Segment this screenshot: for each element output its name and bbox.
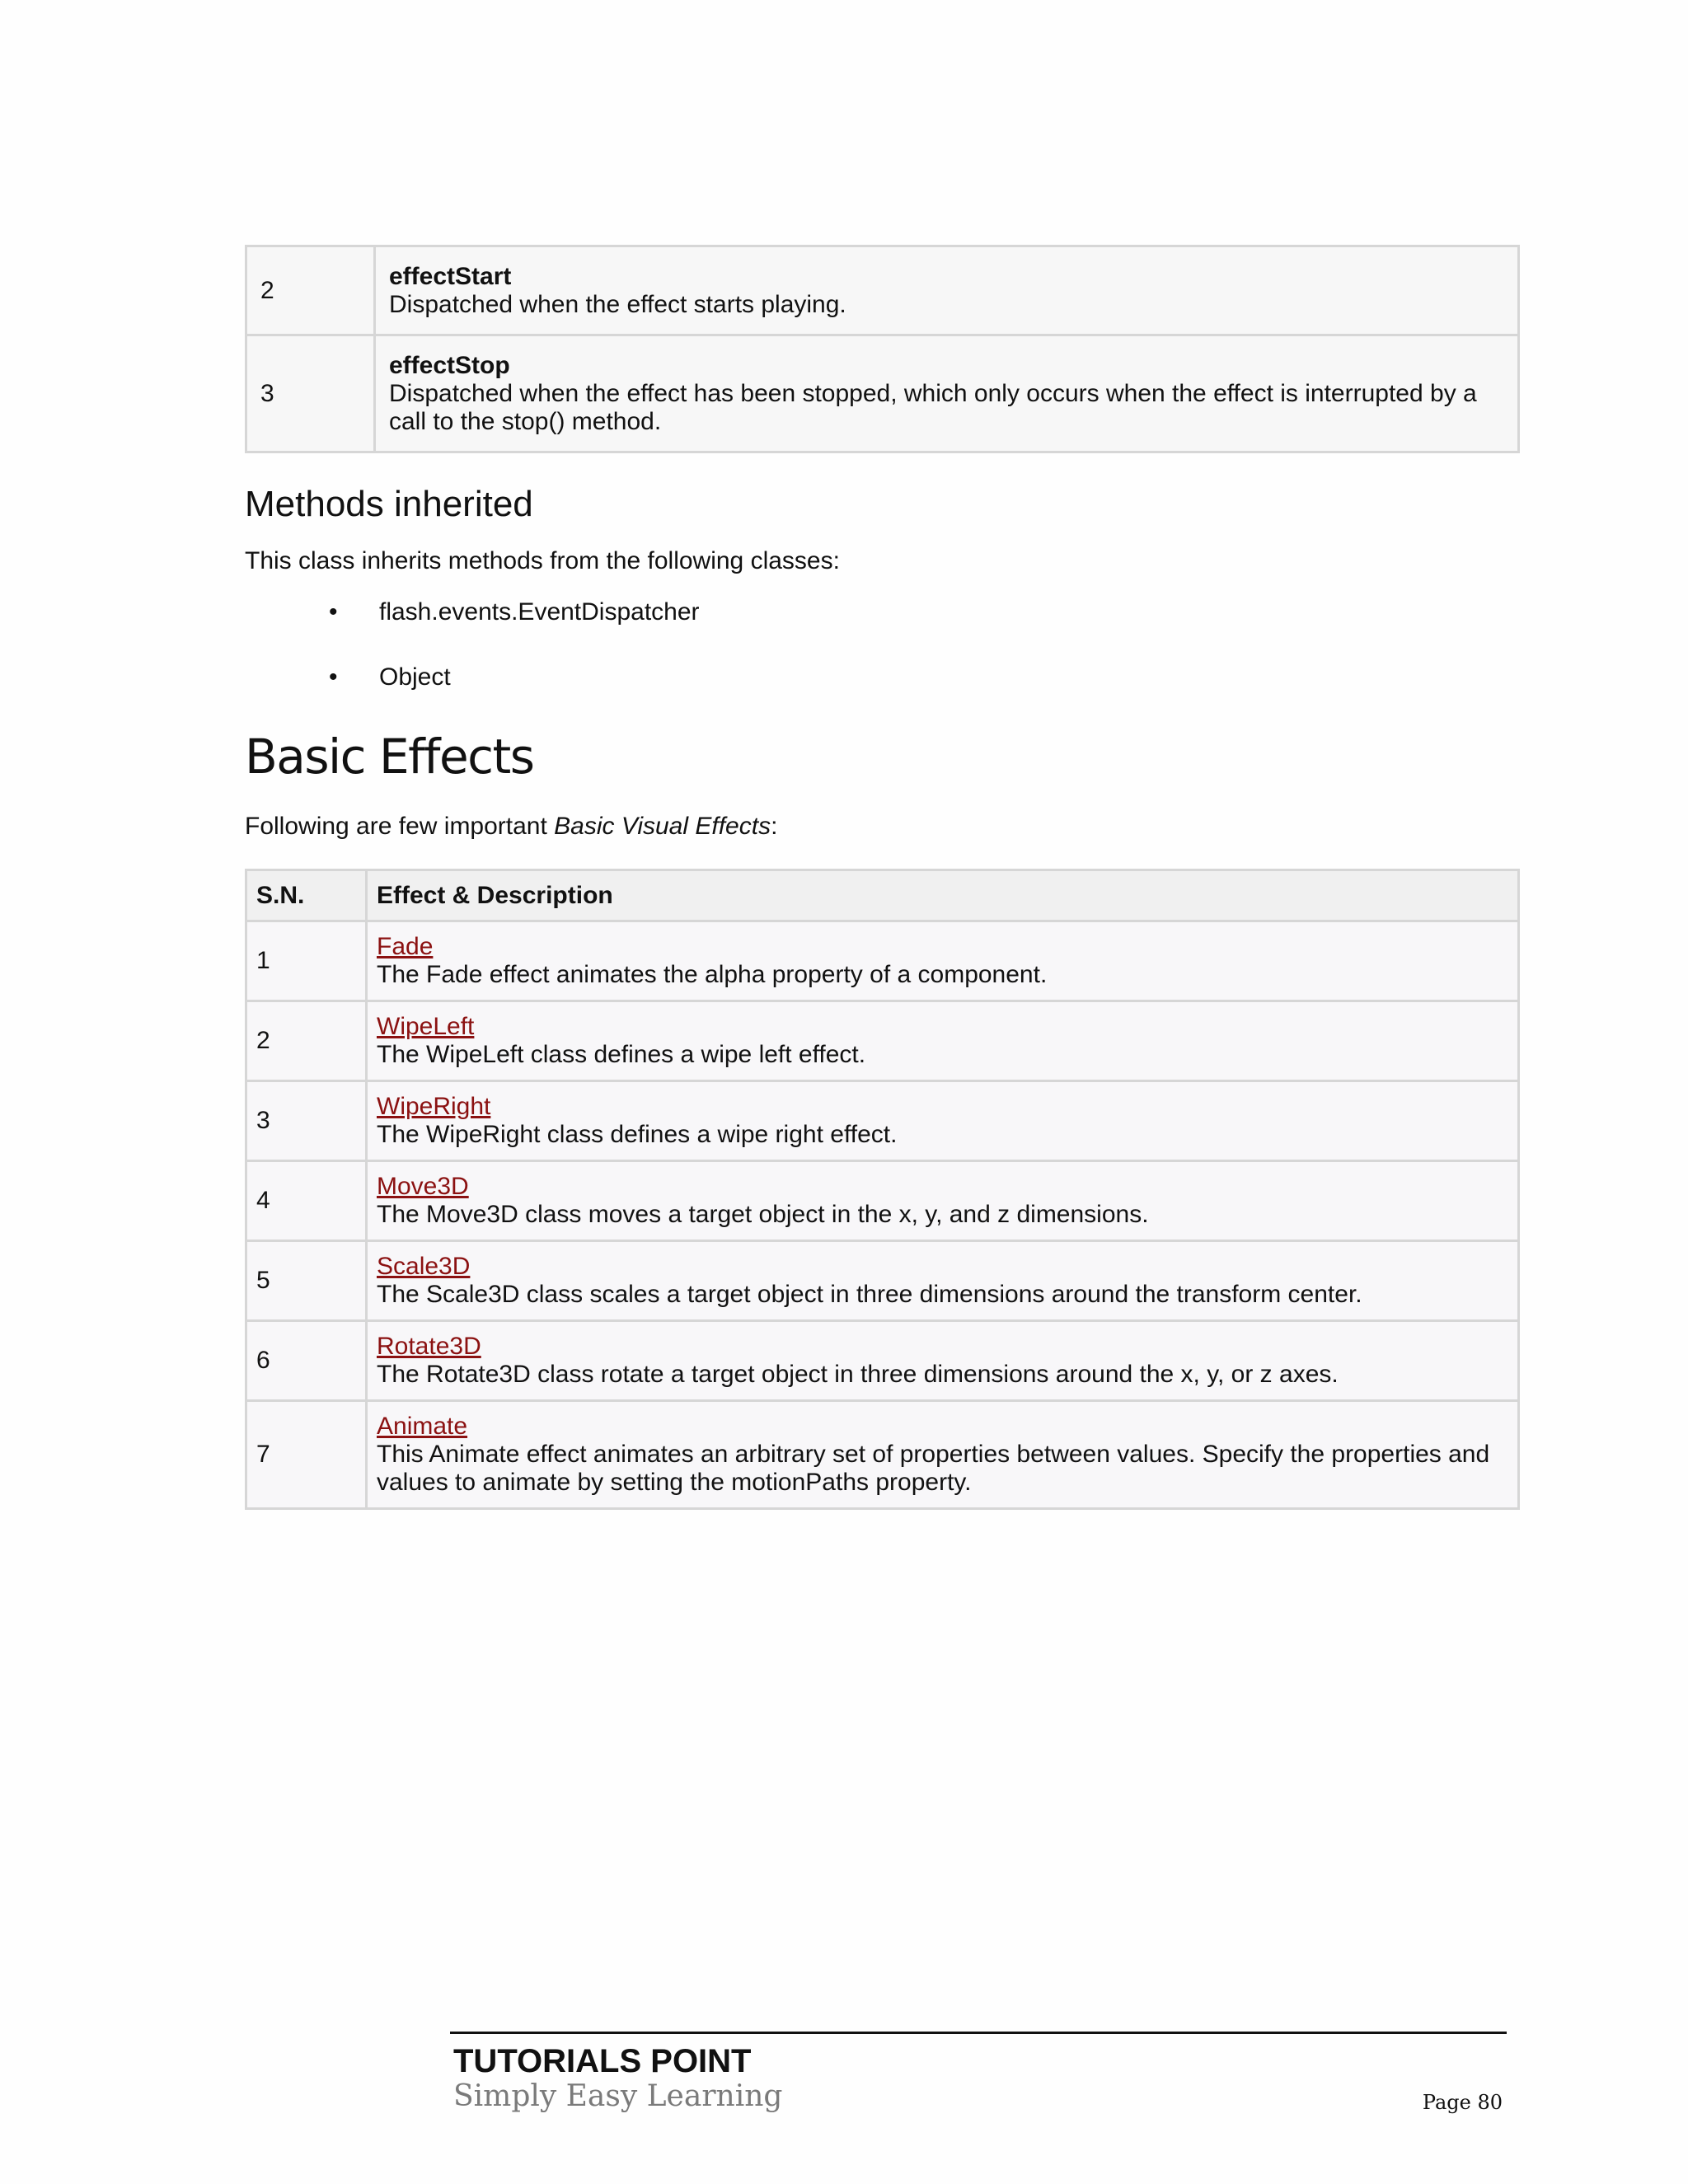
effect-link-wiperight[interactable]: WipeRight xyxy=(377,1093,491,1120)
effect-cell xyxy=(367,1241,1519,1321)
table-row xyxy=(246,246,1519,335)
event-description: Dispatched when the effect starts playing. xyxy=(389,290,846,318)
effect-cell xyxy=(367,1401,1519,1509)
effect-description: The Move3D class moves a target object in the x, y, and z dimensions. xyxy=(377,1201,1149,1228)
effect-cell xyxy=(367,1161,1519,1241)
methods-intro: This class inherits methods from the following classes: xyxy=(245,547,840,574)
effect-description: The Fade effect animates the alpha property of a component. xyxy=(377,961,1048,988)
footer-tagline: Simply Easy Learning xyxy=(453,2079,783,2113)
event-cell xyxy=(375,335,1519,452)
row-number: 4 xyxy=(246,1161,367,1241)
basic-effects-intro xyxy=(245,813,1520,841)
intro-prefix: Following are few important xyxy=(245,813,555,840)
effect-description: This Animate effect animates an arbitrary set of properties between values. Specify the properties and values to animate by setting the motionPaths property. xyxy=(377,1441,1490,1496)
footer-divider xyxy=(450,2032,1507,2034)
effect-link-fade[interactable]: Fade xyxy=(377,933,434,960)
list-item xyxy=(245,663,1520,691)
effect-cell xyxy=(367,1321,1519,1401)
table-row xyxy=(246,1081,1519,1161)
effect-link-animate[interactable]: Animate xyxy=(377,1413,468,1440)
header-sn: S.N. xyxy=(246,870,367,921)
table-row xyxy=(246,335,1519,452)
event-name: effectStart xyxy=(389,262,512,290)
event-cell xyxy=(375,246,1519,335)
inherited-class-list xyxy=(245,598,1520,691)
event-description: Dispatched when the effect has been stopped, which only occurs when the effect is interrupted by a call to the stop() method. xyxy=(389,379,1477,435)
effect-link-move3d[interactable]: Move3D xyxy=(377,1173,469,1200)
page-number: Page 80 xyxy=(1422,2091,1503,2114)
event-name: effectStop xyxy=(389,351,510,379)
table-row xyxy=(246,1161,1519,1241)
class-name: Object xyxy=(379,663,451,691)
row-number: 7 xyxy=(246,1401,367,1509)
row-number: 5 xyxy=(246,1241,367,1321)
class-name: flash.events.EventDispatcher xyxy=(379,598,700,626)
effect-description: The Rotate3D class rotate a target object in three dimensions around the x, y, or z axes. xyxy=(377,1361,1339,1388)
effect-link-rotate3d[interactable]: Rotate3D xyxy=(377,1333,481,1360)
row-number: 1 xyxy=(246,921,367,1001)
effect-link-wipeleft[interactable]: WipeLeft xyxy=(377,1013,475,1040)
table-row xyxy=(246,1321,1519,1401)
header-effect: Effect & Description xyxy=(367,870,1519,921)
table-row xyxy=(246,1001,1519,1081)
effect-cell xyxy=(367,921,1519,1001)
table-row xyxy=(246,921,1519,1001)
intro-suffix: : xyxy=(771,813,778,840)
effect-cell xyxy=(367,1081,1519,1161)
intro-emphasis: Basic Visual Effects xyxy=(554,813,771,840)
row-number: 2 xyxy=(246,246,375,335)
bullet-icon: • xyxy=(329,598,338,626)
effect-description: The WipeRight class defines a wipe right effect. xyxy=(377,1121,898,1148)
footer-title: TUTORIALS POINT xyxy=(453,2043,752,2079)
bullet-icon: • xyxy=(329,663,338,691)
effect-link-scale3d[interactable]: Scale3D xyxy=(377,1253,471,1280)
row-number: 6 xyxy=(246,1321,367,1401)
events-table xyxy=(245,245,1520,453)
effect-cell xyxy=(367,1001,1519,1081)
row-number: 3 xyxy=(246,335,375,452)
row-number: 2 xyxy=(246,1001,367,1081)
methods-heading: Methods inherited xyxy=(245,484,533,524)
effect-description: The WipeLeft class defines a wipe left effect. xyxy=(377,1041,866,1068)
page-content xyxy=(245,245,1520,1510)
effects-table xyxy=(245,869,1520,1510)
table-row xyxy=(246,1401,1519,1509)
row-number: 3 xyxy=(246,1081,367,1161)
basic-effects-heading: Basic Effects xyxy=(245,729,534,785)
list-item xyxy=(245,598,1520,626)
effect-description: The Scale3D class scales a target object in three dimensions around the transform center. xyxy=(377,1281,1362,1308)
table-header-row xyxy=(246,870,1519,921)
table-row xyxy=(246,1241,1519,1321)
